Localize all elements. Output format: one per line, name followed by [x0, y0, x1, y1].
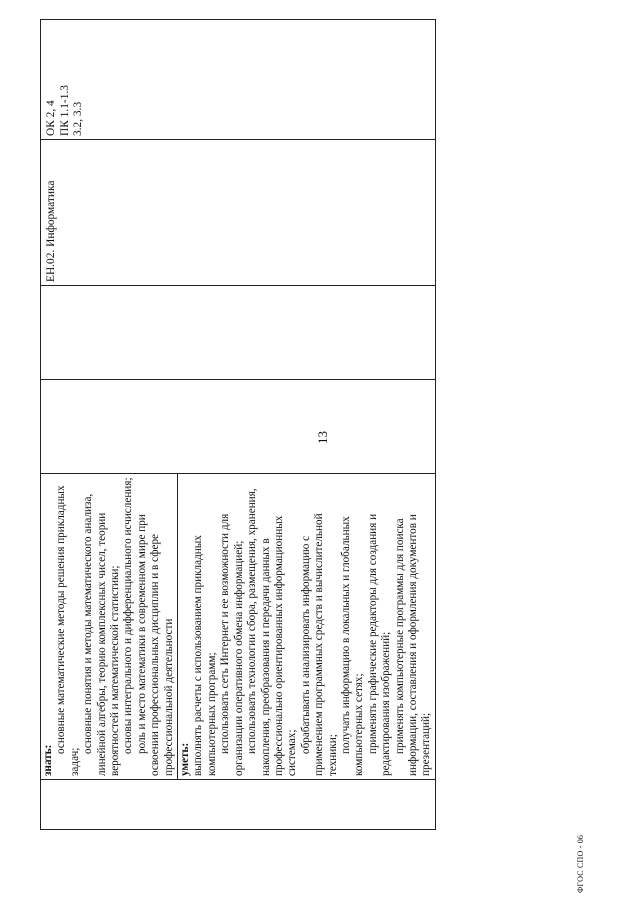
list-item: обрабатывать и анализировать информацию с применением программных средств и вычислительной техники;	[299, 513, 339, 776]
list-item: применять компьютерные программы для поиска информации, составления и оформления документов и презентаций;	[393, 514, 433, 776]
subject-cell	[41, 140, 436, 286]
required-hours-cell	[41, 286, 436, 380]
requirements-cell	[41, 474, 436, 780]
standards-table	[40, 19, 436, 830]
list-item: использовать технологии сбора, размещения, хранения, накопления, преобразования и передачи данных в профессионально ориентированных информационных системах;	[246, 488, 299, 776]
list-item: получать информацию в локальных и глобальных компьютерных сетях;	[339, 516, 366, 776]
competency-codes	[41, 20, 90, 139]
subject-name: ЕН.02. Информатика	[45, 180, 57, 282]
know-section-title: знать:	[42, 744, 54, 776]
footer-label: ФГОС СПО - 06	[576, 834, 585, 893]
list-item: использовать сеть Интернет и ее возможности для организации оперативного обмена информацией;	[219, 513, 245, 776]
competency-code: ПК 1.1-1.3	[58, 85, 71, 136]
list-item: выполнять расчеты с использованием прикладных компьютерных программ;	[192, 535, 218, 776]
competencies-cell	[41, 20, 436, 140]
list-item: основные математические методы решения прикладных задач;	[55, 485, 81, 776]
max-load-cell	[41, 380, 436, 474]
list-item: основные понятия и методы математического анализа, линейной алгебры, теорию комплексных чисел, теории вероятностей и математической статистики;	[82, 493, 122, 776]
know-block	[41, 474, 177, 779]
page-number: 13	[315, 431, 330, 444]
standards-table-wrapper	[40, 24, 433, 830]
list-item: основы интегрального и дифференциального исчисления;	[122, 477, 135, 754]
list-item: роль и место математики в современном мире при освоении профессиональных дисциплин и в сфере профессиональной деятельности	[135, 514, 175, 776]
competency-code: 3.2, 3.3	[72, 101, 85, 136]
competency-code: ОК 2, 4	[45, 100, 57, 136]
table-row	[41, 20, 436, 830]
skills-section-title: уметь:	[179, 742, 192, 776]
list-item: применять графические редакторы для создания и редактирования изображений;	[366, 513, 393, 776]
skills-block	[177, 474, 435, 779]
index-cell	[41, 780, 436, 830]
